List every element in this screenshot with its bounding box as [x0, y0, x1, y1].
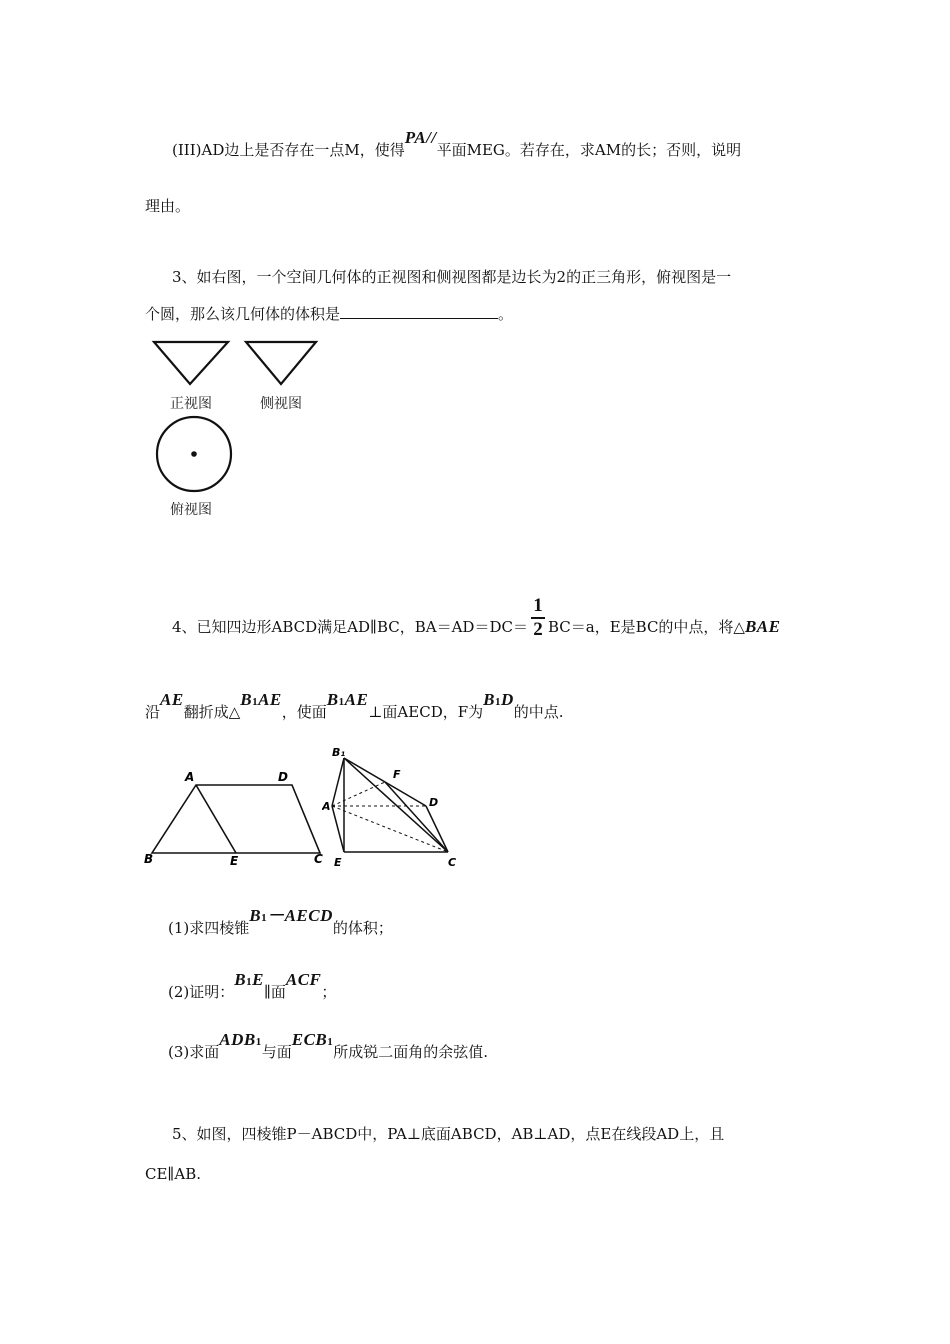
math-ae: AE: [160, 690, 184, 709]
math-sub: 1: [255, 1036, 262, 1048]
math-b1ae: [240, 690, 282, 712]
label-a2: A: [322, 800, 331, 813]
q3-line2-text: 个圆，那么该几何体的体积是: [145, 305, 341, 323]
frac-denominator: 2: [533, 619, 543, 640]
edge-a-f-hidden: [332, 782, 385, 806]
label-b1: B₁: [332, 746, 346, 759]
fraction-one-half: [531, 596, 545, 640]
three-view-figure: [140, 332, 330, 522]
q5-line1: 5、如图，四棱锥P－ABCD中，PA⊥底面ABCD，AB⊥AD，点E在线段AD上，且: [172, 1125, 725, 1143]
q4-l2-b: 翻折成△: [183, 703, 241, 721]
sub3-text: (3)求面: [168, 1043, 220, 1061]
q4-sub1: [168, 906, 393, 940]
label-e2: E: [334, 856, 342, 869]
math-b: B: [240, 690, 253, 709]
q4-text-a: 4、已知四边形ABCD满足AD∥BC，BA＝AD＝DC＝: [172, 618, 528, 636]
q3-line1: 3、如右图，一个空间几何体的正视图和侧视图都是边长为2的正三角形，俯视图是一: [172, 268, 732, 286]
label-a: A: [185, 770, 195, 784]
trapezoid-figure: [140, 745, 340, 875]
label-c: C: [314, 852, 323, 866]
label-f: F: [393, 768, 401, 781]
part-iii-line1: [172, 128, 742, 160]
math-sub: 1: [494, 696, 501, 708]
math-b: B: [483, 690, 495, 709]
math-rest: AE: [344, 690, 369, 709]
math-sub: 1: [261, 912, 268, 924]
math-ecb1: [292, 1030, 334, 1052]
q4-l2-a: 沿: [145, 703, 161, 721]
label-d2: D: [429, 796, 439, 809]
math-b: B: [249, 906, 262, 925]
edge-f-c: [385, 782, 448, 852]
side-view-triangle: [246, 342, 316, 384]
label-d: D: [278, 770, 288, 784]
math-rest: －AECD: [267, 906, 333, 925]
math-adb1: [219, 1030, 261, 1052]
math-rest: E: [252, 970, 264, 989]
label-b: B: [144, 852, 154, 866]
math-rest: ADB: [219, 1030, 256, 1049]
part-iii-text: (III)AD边上是否存在一点M，使得: [172, 141, 405, 159]
math-b: B: [234, 970, 247, 989]
answer-blank: [340, 304, 498, 319]
q4-sub3: [168, 1030, 489, 1064]
math-b1d: [483, 690, 514, 712]
math-rest: AE: [258, 690, 282, 709]
q4-sub2: [168, 970, 337, 1004]
q5-line2: CE∥AB.: [145, 1165, 201, 1183]
math-sub: 1: [327, 1036, 334, 1048]
q4-l2-c: ，使面: [281, 703, 327, 721]
math-rest: ECB: [291, 1030, 328, 1049]
math-sub: 1: [252, 696, 259, 708]
math-b1e: [234, 970, 264, 992]
math-bae: BAE: [744, 617, 781, 636]
edge-a-e: [332, 806, 344, 852]
math-acf: ACF: [285, 970, 322, 989]
trapezoid-abcd: [152, 785, 320, 853]
part-iii-text-2: 平面MEG。若存在，求AM的长；否则，说明: [436, 141, 742, 159]
sub2-text: (2)证明：: [168, 983, 235, 1001]
q3-line2-end: 。: [498, 305, 514, 323]
sub3-mid: 与面: [261, 1043, 292, 1061]
frac-numerator: 1: [533, 595, 543, 616]
edge-b1-a: [332, 758, 344, 806]
math-pa-parallel: PA//: [404, 128, 437, 147]
label-e: E: [230, 854, 239, 868]
sub3-end: 所成锐二面角的余弦值.: [333, 1043, 489, 1061]
math-b: B: [326, 690, 339, 709]
sub1-text: (1)求四棱锥: [168, 919, 250, 937]
math-b1ae-2: [327, 690, 369, 712]
sub2-end: ；: [321, 983, 337, 1001]
q4-line2: [145, 690, 564, 724]
q4-text-b: BC＝a，E是BC的中点，将△: [547, 618, 745, 636]
math-sub: 1: [246, 976, 253, 988]
math-b1-aecd: [249, 906, 333, 928]
part-iii-line2: 理由。: [145, 197, 191, 215]
front-view-label: 正视图: [170, 396, 212, 412]
sub2-mid: ∥面: [263, 983, 286, 1001]
math-sub: 1: [338, 696, 345, 708]
q4-l2-d: ⊥面AECD，F为: [368, 703, 484, 721]
pyramid-figure: [322, 742, 482, 874]
segment-ae: [196, 785, 236, 853]
q3-line2: [145, 304, 513, 324]
q4-l2-e: 的中点.: [513, 703, 564, 721]
side-view-label: 侧视图: [260, 396, 302, 412]
label-c2: C: [448, 856, 457, 869]
top-view-label: 俯视图: [170, 502, 212, 518]
math-rest: D: [500, 690, 514, 709]
q4-line1: [172, 595, 781, 650]
top-view-center-dot: [191, 451, 197, 457]
sub1-end: 的体积；: [332, 919, 393, 937]
front-view-triangle: [154, 342, 228, 384]
edge-a-c-hidden: [332, 806, 448, 852]
